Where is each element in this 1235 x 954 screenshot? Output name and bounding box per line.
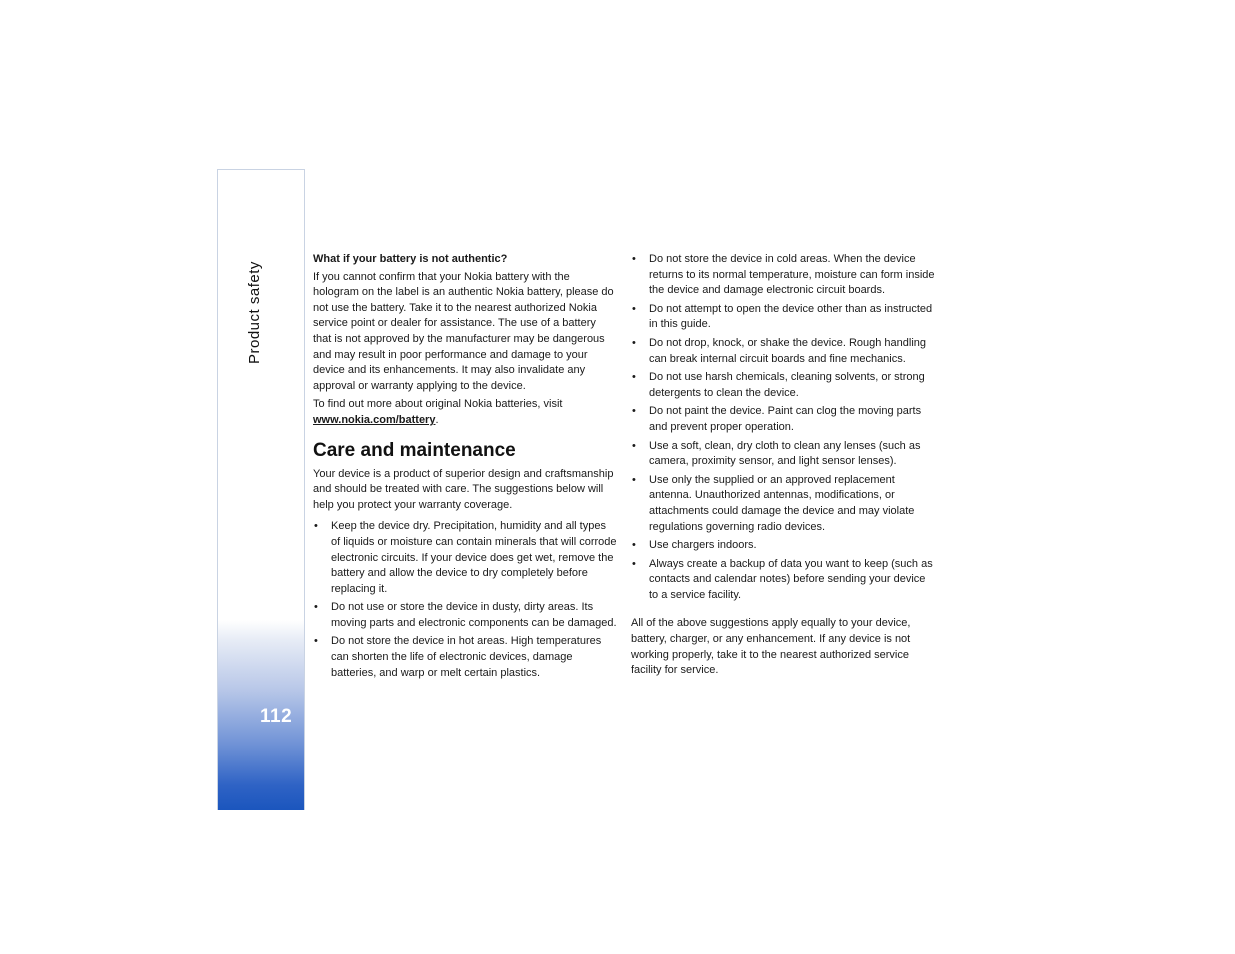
list-item <box>313 519 617 597</box>
list-item <box>631 473 937 535</box>
bullet-icon: • <box>632 439 636 452</box>
left-column <box>313 252 617 684</box>
list-item <box>313 600 617 631</box>
bullet-icon: • <box>632 336 636 349</box>
right-column <box>631 252 937 682</box>
list-item-text: Always create a backup of data you want to keep (such as contacts and calendar notes) before sending your device to a service facility. <box>649 557 933 601</box>
bullet-icon: • <box>314 635 318 648</box>
right-bullet-list <box>631 252 937 603</box>
section-title: Product safety <box>246 261 263 364</box>
list-item-text: Do not use harsh chemicals, cleaning solvents, or strong detergents to clean the device. <box>649 371 925 399</box>
bullet-icon: • <box>632 405 636 418</box>
list-item <box>631 336 937 367</box>
list-item <box>631 538 937 554</box>
battery-subheading: What if your battery is not authentic? <box>313 253 508 265</box>
list-item-text: Do not drop, knock, or shake the device. Rough handling can break internal circuit boards and fine mechanics. <box>649 336 927 365</box>
list-item <box>631 404 937 435</box>
list-item-text: Use only the supplied or an approved replacement antenna. Unauthorized antennas, modifications, or attachments could damage the device and may violate regulations governing radio devices. <box>649 473 915 533</box>
bullet-icon: • <box>632 302 636 315</box>
list-item <box>631 557 937 604</box>
battery-paragraph: If you cannot confirm that your Nokia battery with the hologram on the label is an authentic Nokia battery, please do not use the battery. Take it to the nearest authorized Nokia service point or dealer for assistance. The use of a battery that is not approved by the manufacturer may be dangerous and may result in poor performance and damage to your device and its enhancements. It may also invalidate any approval or warranty applying to the device. <box>313 270 614 392</box>
list-item-text: Do not store the device in hot areas. High temperatures can shorten the life of electronic devices, damage batteries, and warp or melt certain plastics. <box>331 635 602 679</box>
closing-paragraph: All of the above suggestions apply equally to your device, battery, charger, or any enhancement. If any device is not working properly, take it to the nearest authorized service facility for service. <box>631 617 911 677</box>
list-item <box>631 302 937 333</box>
bullet-icon: • <box>632 473 636 486</box>
list-item <box>631 370 937 401</box>
bullet-icon: • <box>314 601 318 614</box>
bullet-icon: • <box>632 557 636 570</box>
battery-link-text: To find out more about original Nokia batteries, visit <box>313 398 563 411</box>
left-bullet-list <box>313 519 617 681</box>
bullet-icon: • <box>632 371 636 384</box>
list-item-text: Do not paint the device. Paint can clog the moving parts and prevent proper operation. <box>649 405 922 433</box>
battery-link-paragraph <box>313 397 617 428</box>
list-item-text: Keep the device dry. Precipitation, humidity and all types of liquids or moisture can contain minerals that will corrode electronic circuits. If your device does get wet, remove the battery and allow the device to dry completely before replacing it. <box>331 520 617 595</box>
bullet-icon: • <box>632 253 636 265</box>
list-item <box>313 634 617 681</box>
list-item-text: Do not use or store the device in dusty, dirty areas. Its moving parts and electronic components can be damaged. <box>331 601 617 629</box>
list-item <box>631 439 937 470</box>
bullet-icon: • <box>632 539 636 552</box>
care-intro: Your device is a product of superior design and craftsmanship and should be treated with care. The suggestions below will help you protect your warranty coverage. <box>313 467 614 511</box>
list-item-text: Use chargers indoors. <box>649 539 757 552</box>
bullet-icon: • <box>314 520 318 533</box>
page-number: 112 <box>260 706 293 727</box>
care-heading: Care and maintenance <box>313 439 516 461</box>
list-item-text: Use a soft, clean, dry cloth to clean any lenses (such as camera, proximity sensor, and light sensor lenses). <box>649 439 921 468</box>
list-item-text: Do not store the device in cold areas. When the device returns to its normal temperature, moisture can form inside the device and damage electronic circuit boards. <box>649 253 935 297</box>
battery-link-end: . <box>435 413 439 426</box>
list-item <box>631 252 937 299</box>
list-item-text: Do not attempt to open the device other than as instructed in this guide. <box>649 302 933 331</box>
nokia-battery-link[interactable]: www.nokia.com/battery <box>313 413 436 426</box>
